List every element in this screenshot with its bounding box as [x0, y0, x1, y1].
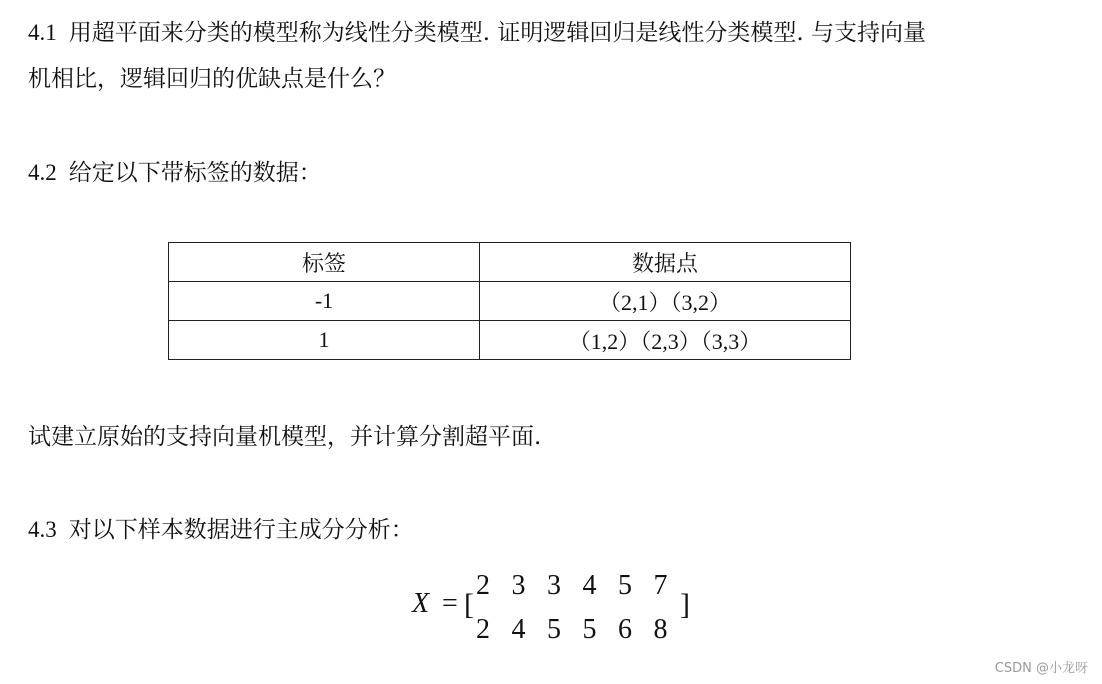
matrix-entry: 5 [582, 614, 597, 645]
table-header-row [169, 243, 851, 282]
equals-sign: = [442, 588, 458, 619]
close-bracket: ] [680, 588, 690, 621]
question-4-2-instruction: 试建立原始的支持向量机模型，并计算分割超平面. [28, 424, 542, 450]
question-number: 4.3 [28, 517, 57, 542]
matrix-entry: 2 [476, 614, 490, 645]
open-bracket: [ [464, 588, 474, 621]
matrix-entry: 3 [511, 570, 526, 601]
matrix-row-1 [476, 570, 689, 602]
matrix-row-2 [476, 614, 689, 646]
question-text: 用超平面来分类的模型称为线性分类模型. 证明逻辑回归是线性分类模型. 与支持向量 [68, 20, 926, 46]
matrix-symbol: X [412, 588, 430, 619]
header-data-points: 数据点 [480, 243, 851, 282]
question-text: 对以下样本数据进行主成分分析： [68, 517, 414, 543]
matrix-entry: 5 [618, 570, 632, 601]
table-cell-label: 1 [169, 321, 480, 360]
header-label: 标签 [169, 243, 480, 282]
watermark: CSDN @小龙呀 [994, 661, 1088, 676]
matrix-entry: 6 [618, 614, 632, 645]
table-cell-label: -1 [169, 282, 480, 321]
question-4-1-line-2: 机相比，逻辑回归的优缺点是什么？ [28, 66, 396, 92]
table-row [169, 282, 851, 321]
labeled-data-table [168, 242, 851, 360]
question-text: 给定以下带标签的数据： [68, 160, 322, 186]
question-4-3 [28, 515, 414, 545]
table-row [169, 321, 851, 360]
matrix-entry: 4 [582, 570, 597, 601]
matrix-entry: 4 [511, 614, 526, 645]
question-number: 4.1 [28, 20, 57, 45]
matrix-entry: 2 [476, 570, 490, 601]
matrix-entry: 5 [547, 614, 561, 645]
table-cell-points: （2,1）（3,2） [480, 282, 851, 321]
question-4-2 [28, 158, 322, 188]
question-number: 4.2 [28, 160, 57, 185]
matrix-entry: 8 [653, 614, 668, 645]
table-cell-points: （1,2）（2,3）（3,3） [480, 321, 851, 360]
matrix-entry: 3 [547, 570, 561, 601]
question-4-1-line-1 [28, 18, 926, 48]
matrix-entry: 7 [653, 570, 668, 601]
